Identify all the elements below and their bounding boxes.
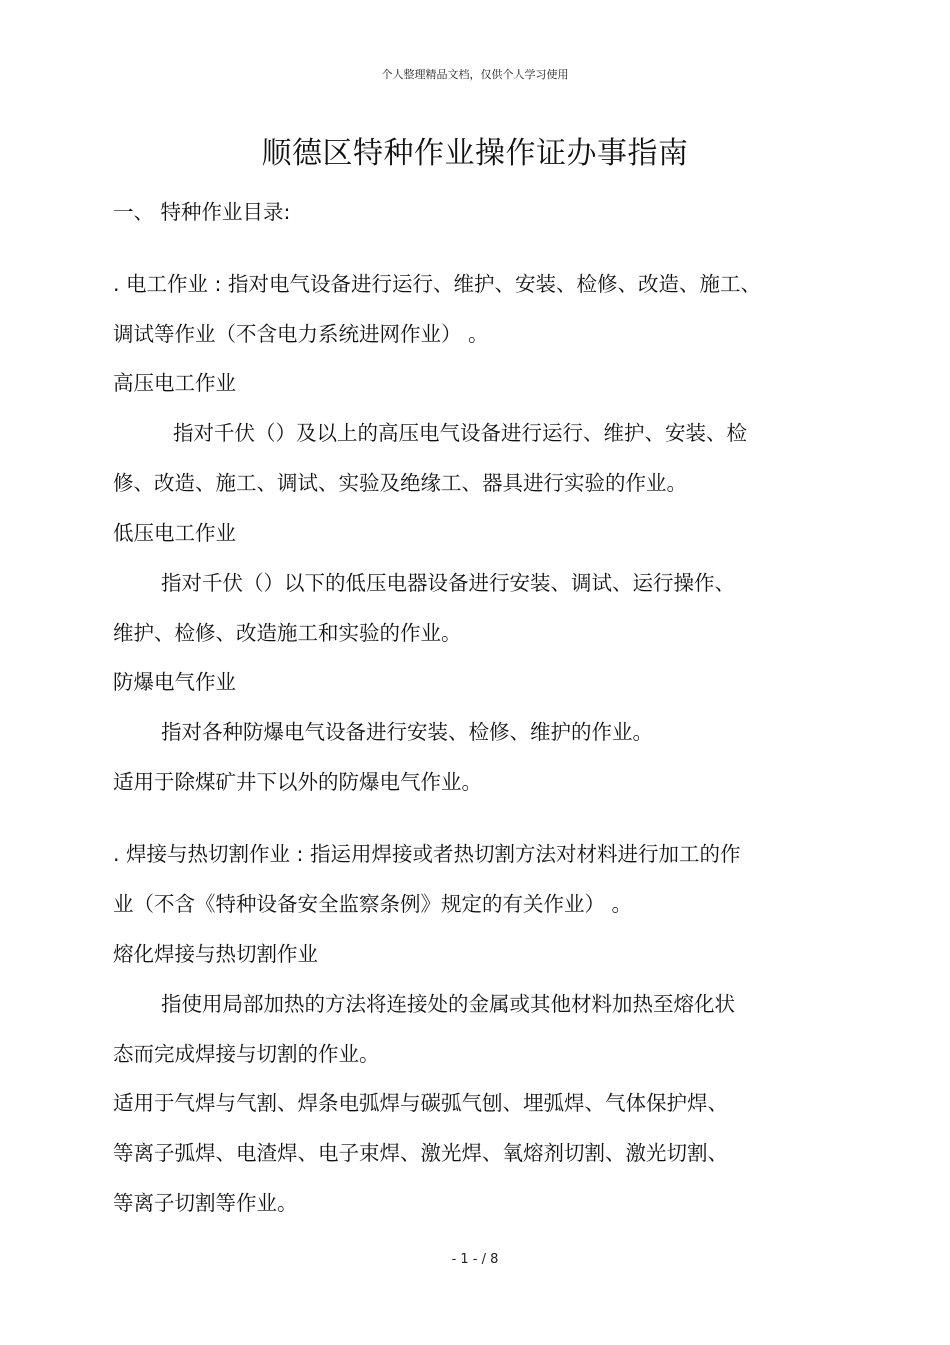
- document-title: 顺德区特种作业操作证办事指南: [261, 136, 689, 171]
- subheading: 低压电工作业: [113, 521, 236, 545]
- section-heading: 一、 特种作业目录:: [113, 200, 291, 224]
- paragraph-line: . 焊接与热切割作业 : 指运用焊接或者热切割方法对材料进行加工的作: [113, 842, 741, 866]
- page-number: - 1 - / 8: [451, 1252, 499, 1267]
- paragraph-line: 适用于气焊与气割、焊条电弧焊与碳弧气刨、埋弧焊、气体保护焊、: [113, 1091, 728, 1115]
- paragraph-line: 业（不含《特种设备安全监察条例》规定的有关作业） 。: [113, 892, 633, 916]
- subheading: 防爆电气作业: [113, 670, 236, 694]
- paragraph-line: 指对千伏（）以下的低压电器设备进行安装、调试、运行操作、: [161, 571, 735, 595]
- paragraph-line: 指对千伏（）及以上的高压电气设备进行运行、维护、安装、检: [173, 421, 747, 445]
- paragraph-line: 适用于除煤矿井下以外的防爆电气作业。: [113, 770, 482, 794]
- paragraph-line: 指对各种防爆电气设备进行安装、检修、维护的作业。: [161, 720, 653, 744]
- paragraph-line: 修、改造、施工、调试、实验及绝缘工、器具进行实验的作业。: [113, 471, 687, 495]
- page-header: 个人整理精品文档，仅供个人学习使用: [381, 68, 569, 81]
- subheading: 熔化焊接与热切割作业: [113, 942, 318, 966]
- paragraph-line: 等离子切割等作业。: [113, 1191, 298, 1215]
- paragraph-line: 等离子弧焊、电渣焊、电子束焊、激光焊、氧熔剂切割、激光切割、: [113, 1141, 728, 1165]
- subheading: 高压电工作业: [113, 371, 236, 395]
- paragraph-line: 指使用局部加热的方法将连接处的金属或其他材料加热至熔化状: [161, 992, 735, 1016]
- paragraph-line: 维护、检修、改造施工和实验的作业。: [113, 621, 462, 645]
- paragraph-line: 态而完成焊接与切割的作业。: [113, 1042, 380, 1066]
- paragraph-line: 调试等作业（不含电力系统进网作业） 。: [113, 322, 489, 346]
- paragraph-line: . 电工作业 : 指对电气设备进行运行、维护、安装、检修、改造、施工、: [113, 272, 761, 296]
